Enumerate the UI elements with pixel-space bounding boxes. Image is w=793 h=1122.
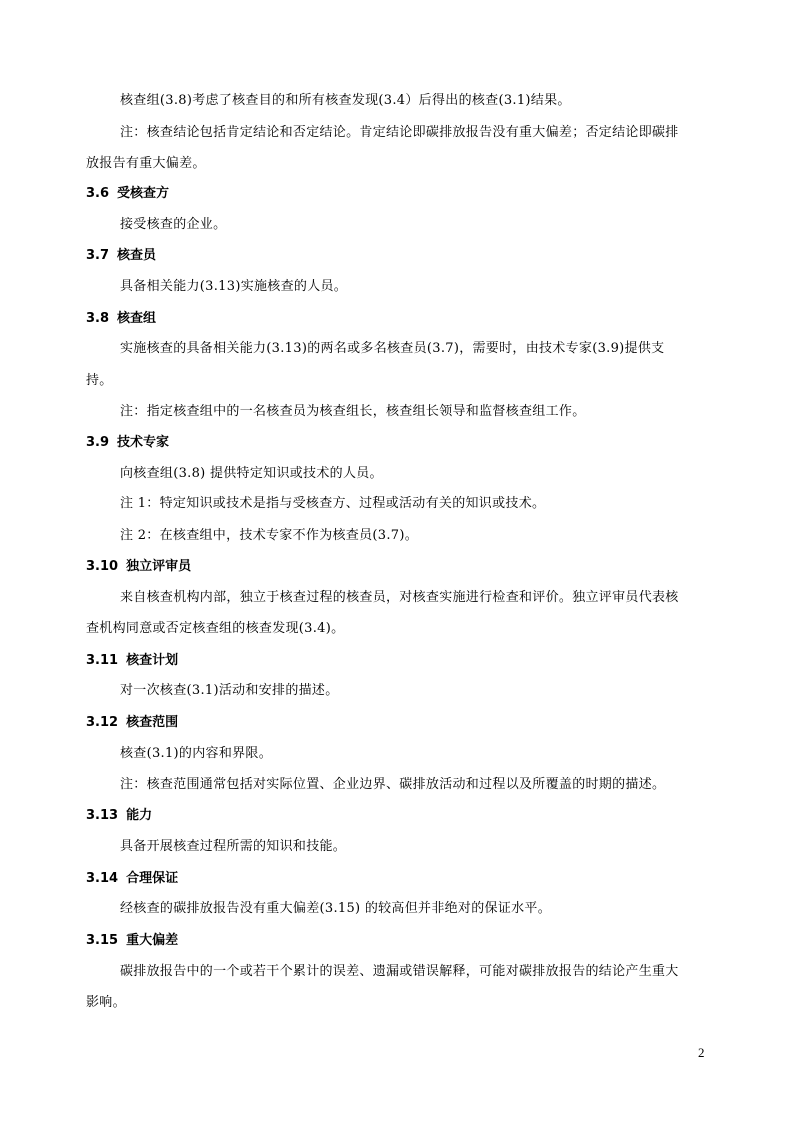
section-heading-3-15 bbox=[86, 932, 178, 950]
section-number: 3.6 bbox=[86, 186, 110, 201]
definition-3-13-text: 具备开展核查过程所需的知识和技能。 bbox=[120, 839, 347, 854]
section-number: 3.14 bbox=[86, 871, 119, 886]
definition-3-15-line-1: 碳排放报告中的一个或若干个累计的误差、遗漏或错误解释，可能对碳排放报告的结论产生重大 bbox=[120, 964, 679, 979]
section-number: 3.8 bbox=[86, 311, 110, 326]
section-heading-3-13 bbox=[86, 807, 152, 825]
section-heading-3-11 bbox=[86, 652, 178, 670]
section-title: 能力 bbox=[126, 808, 153, 823]
section-heading-3-10 bbox=[86, 558, 191, 576]
section-title: 技术专家 bbox=[117, 435, 170, 450]
section-heading-3-7 bbox=[86, 247, 156, 265]
section-heading-3-14 bbox=[86, 870, 178, 888]
section-title: 受核查方 bbox=[117, 186, 170, 201]
section-title: 核查计划 bbox=[126, 653, 179, 668]
note-3-8-text: 注：指定核查组中的一名核查员为核查组长，核查组长领导和监督核查组工作。 bbox=[120, 404, 586, 419]
section-title: 核查员 bbox=[117, 248, 157, 263]
section-heading-3-12 bbox=[86, 714, 178, 732]
section-title: 合理保证 bbox=[126, 871, 179, 886]
definition-3-8-line-2: 持。 bbox=[86, 373, 113, 388]
section-number: 3.9 bbox=[86, 435, 110, 450]
definition-3-12-text: 核查(3.1)的内容和界限。 bbox=[120, 746, 273, 761]
page-number: 2 bbox=[698, 1045, 705, 1060]
definition-3-15-line-2: 影响。 bbox=[86, 995, 126, 1010]
definition-3-11-text: 对一次核查(3.1)活动和安排的描述。 bbox=[120, 683, 339, 698]
definition-3-9-text: 向核查组(3.8) 提供特定知识或技术的人员。 bbox=[120, 466, 383, 481]
definition-3-7-text: 具备相关能力(3.13)实施核查的人员。 bbox=[120, 279, 348, 294]
definition-3-14-text: 经核查的碳排放报告没有重大偏差(3.15) 的较高但并非绝对的保证水平。 bbox=[120, 901, 552, 916]
section-number: 3.12 bbox=[86, 715, 119, 730]
definition-3-6-text: 接受核查的企业。 bbox=[120, 217, 227, 232]
section-title: 核查组 bbox=[117, 311, 157, 326]
section-number: 3.13 bbox=[86, 808, 119, 823]
definition-3-8-line-1: 实施核查的具备相关能力(3.13)的两名或多名核查员(3.7)，需要时，由技术专家(3.9)提供支 bbox=[120, 341, 665, 356]
note-3-9-2-text: 注 2：在核查组中，技术专家不作为核查员(3.7)。 bbox=[120, 528, 419, 543]
definition-3-10-line-2: 查机构同意或否定核查组的核查发现(3.4)。 bbox=[86, 621, 345, 636]
section-number: 3.11 bbox=[86, 653, 119, 668]
section-number: 3.15 bbox=[86, 933, 119, 948]
section-title: 重大偏差 bbox=[126, 933, 179, 948]
section-number: 3.10 bbox=[86, 559, 119, 574]
note-3-5-line-2: 放报告有重大偏差。 bbox=[86, 156, 206, 171]
section-title: 独立评审员 bbox=[126, 559, 192, 574]
definition-3-10-line-1: 来自核查机构内部，独立于核查过程的核查员，对核查实施进行检查和评价。独立评审员代表核 bbox=[120, 590, 679, 605]
section-heading-3-8 bbox=[86, 310, 156, 328]
note-3-12-text: 注：核查范围通常包括对实际位置、企业边界、碳排放活动和过程以及所覆盖的时期的描述。 bbox=[120, 777, 666, 792]
section-heading-3-6 bbox=[86, 185, 169, 203]
note-3-5-line-1: 注：核查结论包括肯定结论和否定结论。肯定结论即碳排放报告没有重大偏差；否定结论即碳排 bbox=[120, 125, 679, 140]
definition-3-5-text: 核查组(3.8)考虑了核查目的和所有核查发现(3.4）后得出的核查(3.1)结果。 bbox=[120, 93, 571, 108]
note-3-9-1-text: 注 1：特定知识或技术是指与受核查方、过程或活动有关的知识或技术。 bbox=[120, 496, 546, 511]
section-number: 3.7 bbox=[86, 248, 110, 263]
section-title: 核查范围 bbox=[126, 715, 179, 730]
section-heading-3-9 bbox=[86, 434, 169, 452]
